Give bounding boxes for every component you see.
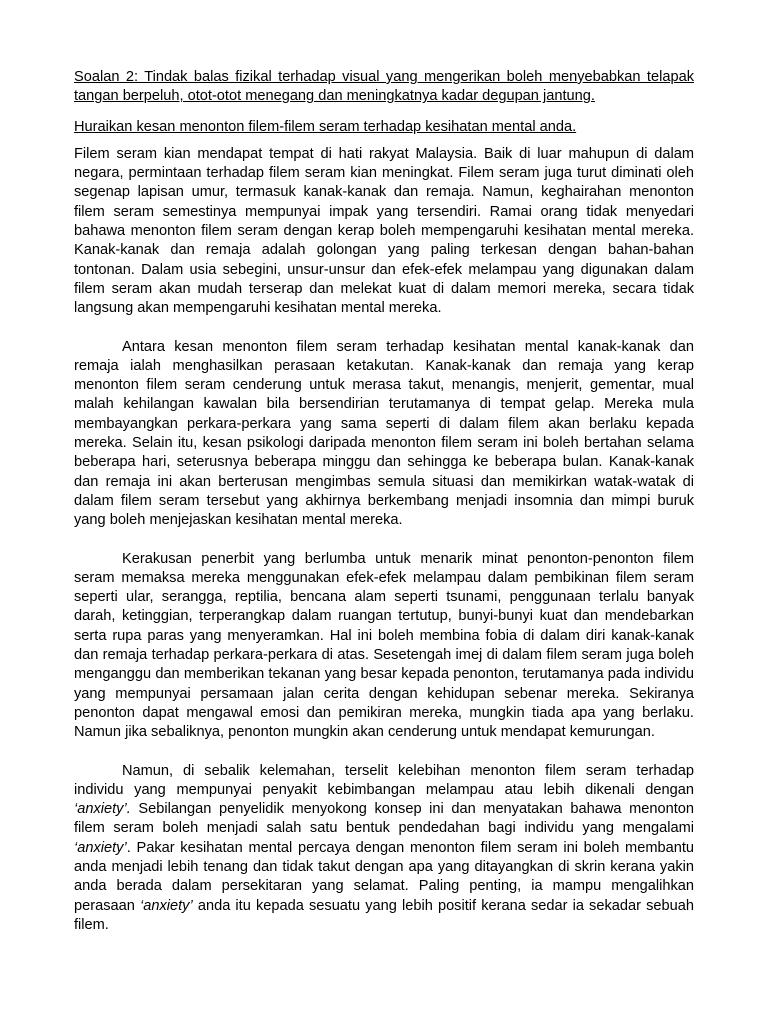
anxiety-term: ‘anxiety’.: [74, 801, 131, 818]
paragraph-phobia-effect: Kerakusan penerbit yang berlumba untuk menarik minat penonton-penonton filem seram memaksa mereka menggunakan efek-efek melampau dalam pembikinan filem seram seperti ular, serangga, reptilia, bencana alam seperti tsunami, penggunaan terlalu banyak darah, ketinggian, terperangkap dalam ruangan tertutup, bunyi-bunyi kuat dan mendebarkan serta rupa paras yang menyeramkan. Hal ini boleh membina fobia di dalam diri kanak-kanak dan remaja terhadap perkara-perkara di atas. Sesetengah imej di dalam filem seram juga boleh menganggu dan memberikan tekanan yang besar kepada penonton, terutamanya pada individu yang mempunyai persamaan jalan cerita dengan kehidupan sebenar mereka. Sekiranya penonton dapat mengawal emosi dan pemikiran mereka, mungkin tiada apa yang berlaku. Namun jika sebaliknya, penonton mungkin akan cenderung untuk mendapat kemurungan.: [74, 550, 694, 741]
paragraph-text-segment: Namun, di sebalik kelemahan, terselit kelebihan menonton filem seram terhadap individu yang mempunyai penyakit kebimbangan melampau atau lebih dikenali dengan: [74, 762, 694, 798]
question-heading: Soalan 2: Tindak balas fizikal terhadap visual yang mengerikan boleh menyebabkan telapak tangan berpeluh, otot-otot menegang dan meningkatnya kadar degupan jantung.: [74, 69, 694, 105]
paragraph-text-segment: Sebilangan penyelidik menyokong konsep ini dan menyatakan bahawa menonton filem seram boleh menjadi salah satu bentuk pendedahan bagi individu yang mengalami: [74, 801, 694, 837]
paragraph-text-segment: anda itu kepada sesuatu yang lebih positif kerana sedar ia sekadar sebuah filem.: [74, 897, 694, 933]
paragraph-anxiety-benefit: [74, 762, 694, 936]
paragraph-fear-effect: Antara kesan menonton filem seram terhadap kesihatan mental kanak-kanak dan remaja ialah menghasilkan perasaan ketakutan. Kanak-kanak dan remaja yang kerap menonton filem seram cenderung untuk merasa takut, menangis, menjerit, gementar, mual malah kehilangan kawalan bila bersendirian terutamanya di tempat gelap. Mereka mula membayangkan perkara-perkara yang sama seperti di dalam filem akan berlaku kepada mereka. Selain itu, kesan psikologi daripada menonton filem seram ini boleh bertahan selama beberapa hari, seterusnya beberapa minggu dan sehingga ke beberapa bulan. Kanak-kanak dan remaja ini akan berterusan mengimbas semula situasi dan memikirkan watak-watak di dalam filem seram tersebut yang akhirnya berkembang menjadi insomnia dan mimpi buruk yang boleh menjejaskan kesihatan mental mereka.: [74, 338, 694, 529]
paragraph-text-segment: . Pakar kesihatan mental percaya dengan menonton filem seram ini boleh membantu anda menjadi lebih tenang dan tidak takut dengan apa yang ditayangkan di skrin kerana yakin anda berada dalam persekitaran yang selamat. Paling penting, ia mampu mengalihkan perasaan: [74, 839, 694, 914]
task-instruction: Huraikan kesan menonton filem-filem seram terhadap kesihatan mental anda.: [74, 118, 577, 135]
anxiety-term: ‘anxiety’: [74, 839, 127, 856]
paragraph-intro: Filem seram kian mendapat tempat di hati rakyat Malaysia. Baik di luar mahupun di dalam negara, permintaan terhadap filem seram kian meningkat. Filem seram juga turut diminati oleh segenap lapisan umur, termasuk kanak-kanak dan remaja. Namun, keghairahan menonton filem seram semestinya mempunyai impak yang tersendiri. Ramai orang tidak menyedari bahawa menonton filem seram dengan kerap boleh mempengaruhi kesihatan mental mereka. Kanak-kanak dan remaja adalah golongan yang paling terkesan dengan bahan-bahan tontonan. Dalam usia sebegini, unsur-unsur dan efek-efek melampau yang digunakan dalam filem seram akan mudah terserap dan melekat kuat di dalam memori mereka, secara tidak langsung akan mempengaruhi kesihatan mental mereka.: [74, 145, 694, 317]
document-page: [74, 68, 694, 935]
anxiety-term: ‘anxiety’: [139, 897, 193, 914]
